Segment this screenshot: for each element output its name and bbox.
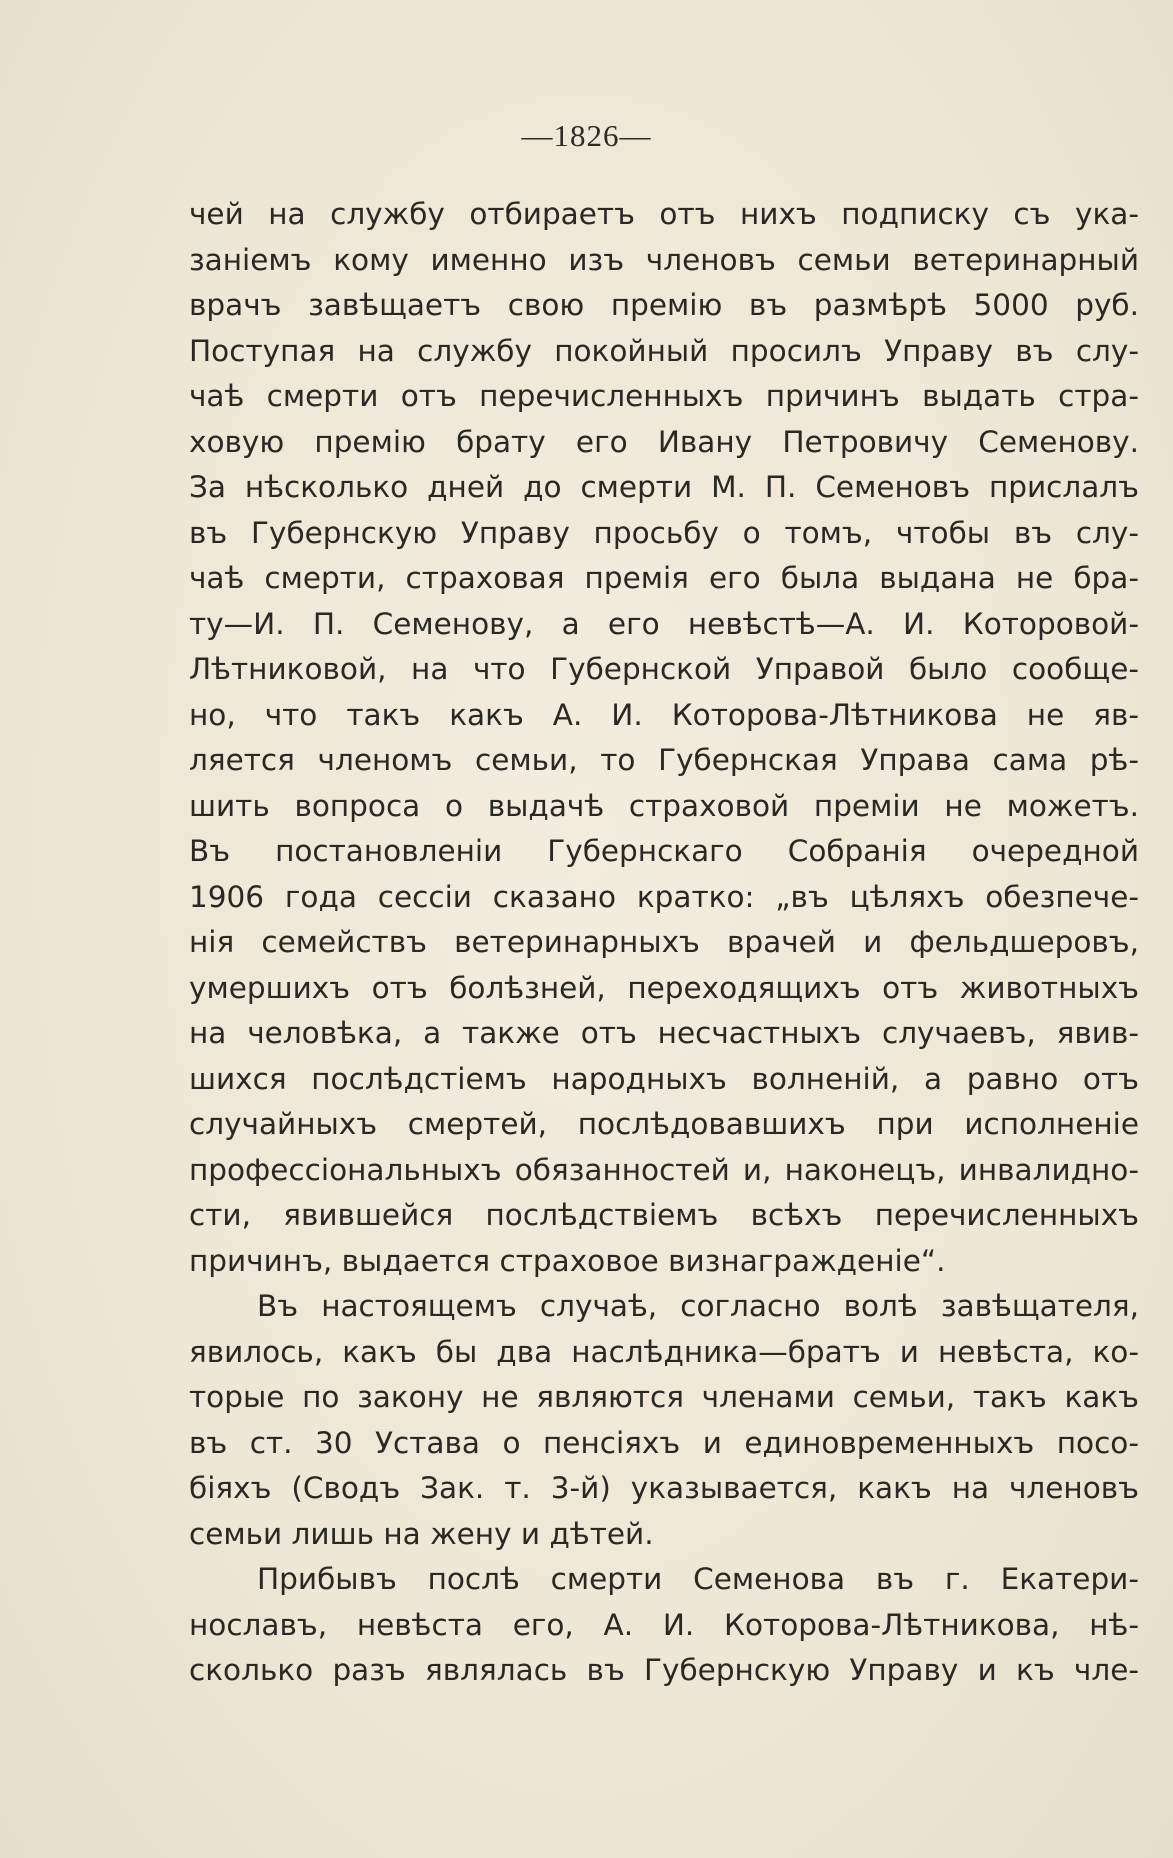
text-line: занiемъ кому именно изъ членовъ семьи ветеринарный (189, 242, 1139, 277)
text-line: Лѣтниковой, на что Губернской Управой было сообще- (189, 652, 1139, 686)
text-line: чаѣ смерти отъ перечисленныхъ причинъ выдать стра- (189, 379, 1139, 413)
text-line: сколько разъ являлась въ Губернскую Управу и къ чле- (189, 1653, 1139, 1687)
text-line: врачъ завѣщаетъ свою премiю въ размѣрѣ 5000 руб. (189, 288, 1139, 322)
text-line: профессiональныхъ обязанностей и, наконецъ, инвалидно- (189, 1152, 1139, 1187)
text-line: чаѣ смерти, страховая премiя его была выдана не бра- (189, 561, 1139, 595)
text-line: умершихъ отъ болѣзней, переходящихъ отъ животныхъ (189, 970, 1139, 1005)
text-line: нославъ, невѣста его, А. И. Которова-Лѣтникова, нѣ- (189, 1607, 1139, 1642)
page-number: —1826— (521, 118, 652, 153)
text-line: За нѣсколько дней до смерти М. П. Семеновъ прислалъ (189, 470, 1139, 504)
text-line: въ ст. 30 Устава о пенсiяхъ и единовременныхъ посо- (189, 1425, 1139, 1460)
text-line: ту—И. П. Семенову, а его невѣстѣ—А. И. Которовой- (189, 606, 1139, 641)
text-line: ляется членомъ семьи, то Губернская Управа сама рѣ- (189, 743, 1139, 777)
text-line: но, что такъ какъ А. И. Которова-Лѣтникова не яв- (189, 697, 1139, 732)
text-line: шить вопроса о выдачѣ страховой премiи не можетъ. (189, 788, 1139, 823)
text-line: въ Губернскую Управу просьбу о томъ, чтобы въ слу- (189, 515, 1139, 550)
text-line: 1906 года сессiи сказано кратко: „въ цѣляхъ обезпече- (189, 879, 1139, 914)
text-line: на человѣка, а также отъ несчастныхъ случаевъ, явив- (189, 1016, 1139, 1050)
text-line: шихся послѣдстiемъ народныхъ волненiй, а равно отъ (189, 1061, 1139, 1096)
text-line: ховую премiю брату его Ивану Петровичу Семенову. (189, 424, 1139, 459)
text-line: причинъ, выдается страховое визнагражденiе“. (189, 1243, 946, 1278)
text-line: Въ настоящемъ случаѣ, согласно волѣ завѣщателя, (257, 1289, 1139, 1323)
text-line: Прибывъ послѣ смерти Семенова въ г. Екатери- (257, 1562, 1139, 1596)
text-line: нiя семействъ ветеринарныхъ врачей и фельдшеровъ, (189, 925, 1139, 959)
text-line: Въ постановленiи Губернскаго Собранiя очередной (189, 834, 1139, 868)
text-line: сти, явившейся послѣдствiемъ всѣхъ перечисленныхъ (189, 1198, 1139, 1232)
text-line: торые по закону не являются членами семьи, такъ какъ (189, 1380, 1139, 1414)
body-text (189, 192, 1139, 1694)
text-line: чей на службу отбираетъ отъ нихъ подписку съ ука- (189, 197, 1139, 231)
text-line: бiяхъ (Сводъ Зак. т. 3-й) указывается, какъ на членовъ (189, 1471, 1139, 1505)
text-line: Поступая на службу покойный просилъ Управу въ слу- (189, 333, 1139, 368)
text-line: случайныхъ смертей, послѣдовавшихъ при исполненiе (189, 1107, 1139, 1141)
text-line: семьи лишь на жену и дѣтей. (189, 1516, 654, 1551)
text-line: явилось, какъ бы два наслѣдника—братъ и невѣста, ко- (189, 1334, 1139, 1369)
